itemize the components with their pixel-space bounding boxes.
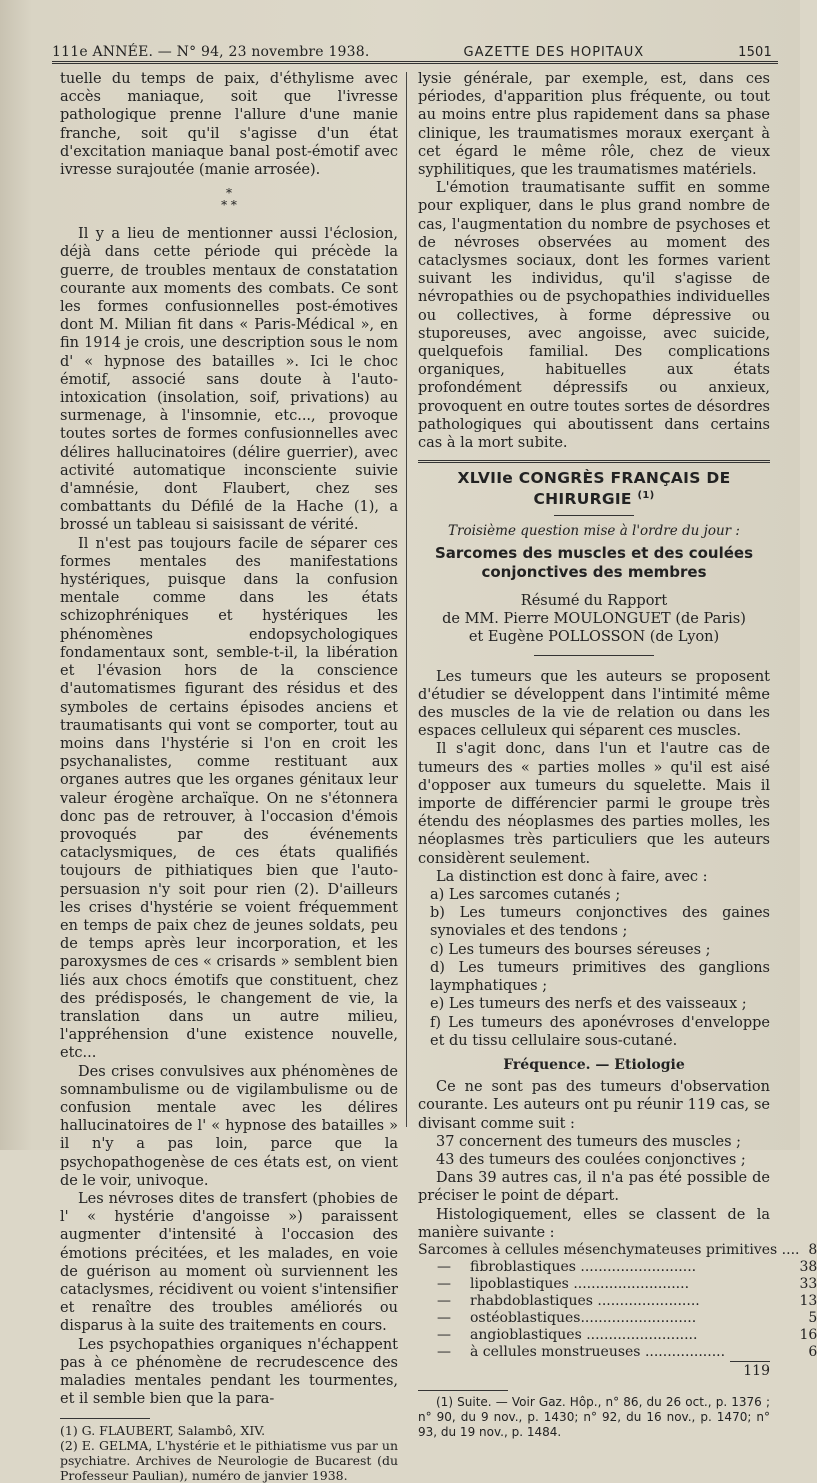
row-dash: — — [437, 1309, 451, 1326]
congress-note-ref: (1) — [637, 490, 655, 502]
list-item: f) Les tumeurs des aponévroses d'enveloppe et du tissu cellulaire sous-cutané. — [430, 1014, 770, 1049]
list-item: a) Les sarcomes cutanés ; — [430, 887, 621, 904]
authors-line: et Eugène POLLOSSON (de Lyon) — [468, 629, 720, 646]
row-label: Sarcomes à cellules mésenchymateuses primitives .... — [418, 1241, 800, 1258]
paragraph: lysie générale, par exemple, est, dans ces périodes, d'apparition plus fréquente, ou tout au moins entre plus rapidement dans sa phase clinique, les traumatismes moraux exerçant à cet égard le même rôle, chez de vieux syphilitiques, que les traumatismes matériels. — [418, 71, 770, 179]
row-label: angioblastiques ......................... — [470, 1326, 698, 1343]
paragraph: Ce ne sont pas des tumeurs d'observation courante. Les auteurs ont pu réunir 119 cas, se divisant comme suit : — [418, 1079, 770, 1132]
paragraph: Il n'est pas toujours facile de séparer ces formes mentales des manifestations hystériques, puisque dans la confusion mentale comme dans les états schizophréniques et hystériques les phénomènes endopsychologiques fondamentaux sont, semble-t-il, la libération et l'évasion hors de la conscience d'automatismes figurant des résidus et des symboles de certains épisodes anciens et traumatisants qui vont se comporter, tout au moins dans l'hystérie si l'on en croit les psychanalistes, comme restituant aux organes autres que les organes génitaux leur valeur érogène archaïque. On ne s'étonnera donc pas de retrouver, à l'occasion d'émois provoqués par des événements cataclysmiques, de ces états qualifiés toujours de pithiatiques bien que l'auto-persuasion n'y soit pour rien (2). D'ailleurs les crises d'hystérie se voient fréquemment en temps de paix chez de jeunes soldats, peu de temps après leur incorporation, et les paroxysmes de ces « crisards » semblent bien liés aux chocs émotifs que constituent, chez des prédisposés, le changement de vie, la translation dans un autre milieu, l'appréhension d'une existence nouvelle, etc... — [60, 535, 398, 1062]
list-item: e) Les tumeurs des nerfs et des vaisseaux ; — [430, 996, 747, 1013]
row-dash: — — [437, 1326, 451, 1343]
congress-heading — [418, 469, 770, 509]
authors-line: de MM. Pierre MOULONGUET (de Paris) — [442, 611, 746, 628]
row-label: lipoblastiques .......................... — [470, 1275, 690, 1292]
row-value: 16 — [799, 1326, 817, 1343]
list-item: b) Les tumeurs conjonctives des gaines synoviales et des tendons ; — [430, 905, 770, 940]
row-dash: — — [437, 1292, 451, 1309]
row-value: 8 — [808, 1241, 817, 1258]
table-row — [418, 1327, 817, 1344]
article-title: Sarcomes des muscles et des coulées conjonctives des membres — [434, 544, 754, 582]
header-rule — [52, 61, 778, 64]
row-value: 5 — [808, 1309, 817, 1326]
count-line: 43 des tumeurs des coulées conjonctives ; — [436, 1151, 746, 1168]
section-asterism: * * * — [221, 186, 237, 213]
row-label: rhabdoblastiques ....................... — [470, 1292, 700, 1309]
paragraph: tuelle du temps de paix, d'éthylisme avec accès maniaque, soit que l'ivresse pathologique prenne l'allure d'une manie franche, soit qu'il s'agisse d'un état d'excitation maniaque banal post-émotif avec ivresse surajoutée (manie arrosée). — [60, 71, 398, 179]
paragraph: Dans 39 autres cas, il n'a pas été possible de préciser le point de départ. — [418, 1170, 770, 1205]
row-dash: — — [437, 1258, 451, 1275]
left-column — [60, 70, 398, 1483]
footnote-rule — [418, 1390, 508, 1391]
table-row — [418, 1293, 817, 1310]
congress-title: XLVIIe CONGRÈS FRANÇAIS DE CHIRURGIE — [457, 469, 731, 509]
page-number: 1501 — [738, 45, 772, 60]
short-rule — [534, 655, 654, 656]
count-line: 37 concernent des tumeurs des muscles ; — [436, 1133, 742, 1150]
footnote-rule — [60, 1418, 150, 1419]
short-rule — [554, 515, 634, 516]
question-line: Troisième question mise à l'ordre du jour : — [448, 522, 740, 539]
table-row — [418, 1259, 817, 1276]
paragraph: La distinction est donc à faire, avec : — [436, 868, 708, 885]
row-value: 38 — [799, 1258, 817, 1275]
paragraph: Il y a lieu de mentionner aussi l'éclosion, déjà dans cette période qui précède la guerre, de troubles mentaux de constatation courante aux moments des combats. Ce sont les formes confusionnelles post-émotives dont M. Milian fit dans « Paris-Médical », en fin 1914 je crois, une description sous le nom d' « hypnose des batailles ». Ici le choc émotif, associé sans doute à l'auto-intoxication (insolation, soif, privations) au surmenage, à l'insomnie, etc..., provoque toutes sortes de formes confusionnelles avec délires hallucinatoires (délire guerrier), avec activité automatique inconsciente suivie d'amnésie, dont Flaubert, chez ses combattants du Défilé de la Hache (1), a brossé un tableau si saisissant de vérité. — [60, 226, 398, 534]
journal-title: GAZETTE DES HOPITAUX — [463, 45, 645, 60]
table-row — [418, 1276, 817, 1293]
footnote: (1) G. FLAUBERT, Salambô, XIV. — [60, 1423, 266, 1439]
paragraph: Les névroses dites de transfert (phobies de l' « hystérie d'angoisse ») paraissent augmenter d'intensité à l'occasion des émotions précitées, et les malades, en voie de guérison au moment où surviennent les cataclysmes, récidivent ou voient s'intensifier et renaître des troubles améliorés ou disparus à la suite des traitements en cours. — [60, 1190, 398, 1335]
running-header — [52, 38, 772, 60]
row-label: à cellules monstrueuses .................. — [470, 1343, 726, 1360]
table-row — [418, 1310, 817, 1327]
footnote: (2) E. GELMA, L'hystérie et le pithiatisme vus par un psychiatre. Archives de Neurologie de Bucarest (du Professeur Paulian), numéro de janvier 1938. — [60, 1438, 398, 1483]
row-label: fibroblastiques .......................... — [470, 1258, 697, 1275]
row-value: 6 — [808, 1343, 817, 1360]
list-item: d) Les tumeurs primitives des ganglions laymphatiques ; — [430, 959, 770, 995]
section-rule — [418, 460, 770, 463]
row-dash: — — [437, 1275, 451, 1292]
table-row — [418, 1242, 817, 1259]
row-dash: — — [437, 1343, 451, 1360]
paragraph: Des crises convulsives aux phénomènes de somnambulisme ou de vigilambulisme ou de confusion mentale avec les délires hallucinatoires de l' « hypnose des batailles » il n'y a pas loin, parce que la psychopathogenèse de ces états est, on vient de le voir, univoque. — [60, 1063, 398, 1189]
table-total: 119 — [743, 1362, 770, 1379]
report-label: Résumé du Rapport — [520, 593, 668, 610]
paragraph: L'émotion traumatisante suffit en somme pour expliquer, dans le plus grand nombre de cas, l'augmentation du nombre de psychoses et de névroses observées au moment des cataclysmes sociaux, dont les formes varient suivant les individus, qu'il s'agisse de névropathies ou de psychopathies individuelles ou collectives, à forme dépressive ou stuporeuses, avec angoisse, avec suicide, quelquefois familial. Des complications organiques, habituelles aux états profondément dépressifs ou anxieux, provoquent en outre toutes sortes de désordres pathologiques qui aboutissent dans certains cas à la mort subite. — [418, 180, 770, 452]
row-label: ostéoblastiques.......................... — [470, 1309, 697, 1326]
issue-line: 111e ANNÉE. — N° 94, 23 novembre 1938. — [52, 44, 370, 60]
row-value: 13 — [799, 1292, 817, 1309]
paragraph: Il s'agit donc, dans l'un et l'autre cas de tumeurs des « parties molles » qu'il est aisé d'opposer aux tumeurs du squelette. Mais il importe de différencier parmi le groupe très étendu des néoplasmes des parties molles, les néoplasmes très particuliers que les auteurs considèrent seulement. — [418, 741, 770, 867]
right-column — [418, 70, 817, 1440]
histology-table — [418, 1242, 817, 1361]
paragraph: Histologiquement, elles se classent de la manière suivante : — [418, 1206, 770, 1241]
table-row — [418, 1344, 817, 1361]
list-item: c) Les tumeurs des bourses séreuses ; — [430, 941, 711, 958]
paragraph: Les tumeurs que les auteurs se proposent d'étudier se développent dans l'intimité même des muscles de la vie de relation ou dans les espaces celluleux qui séparent ces muscles. — [418, 668, 770, 740]
subheading: Fréquence. — Etiologie — [503, 1056, 685, 1073]
footnote: (1) Suite. — Voir Gaz. Hôp., n° 86, du 26 oct., p. 1376 ; n° 90, du 9 nov., p. 1430; n° 92, du 16 nov., p. 1470; n° 93, du 19 nov., p. 1484. — [418, 1395, 770, 1440]
column-divider — [406, 72, 407, 1127]
row-value: 33 — [799, 1275, 817, 1292]
paragraph: Les psychopathies organiques n'échappent pas à ce phénomène de recrudescence des maladies mentales pendant les tourmentes, et il semble bien que la para- — [60, 1336, 398, 1408]
